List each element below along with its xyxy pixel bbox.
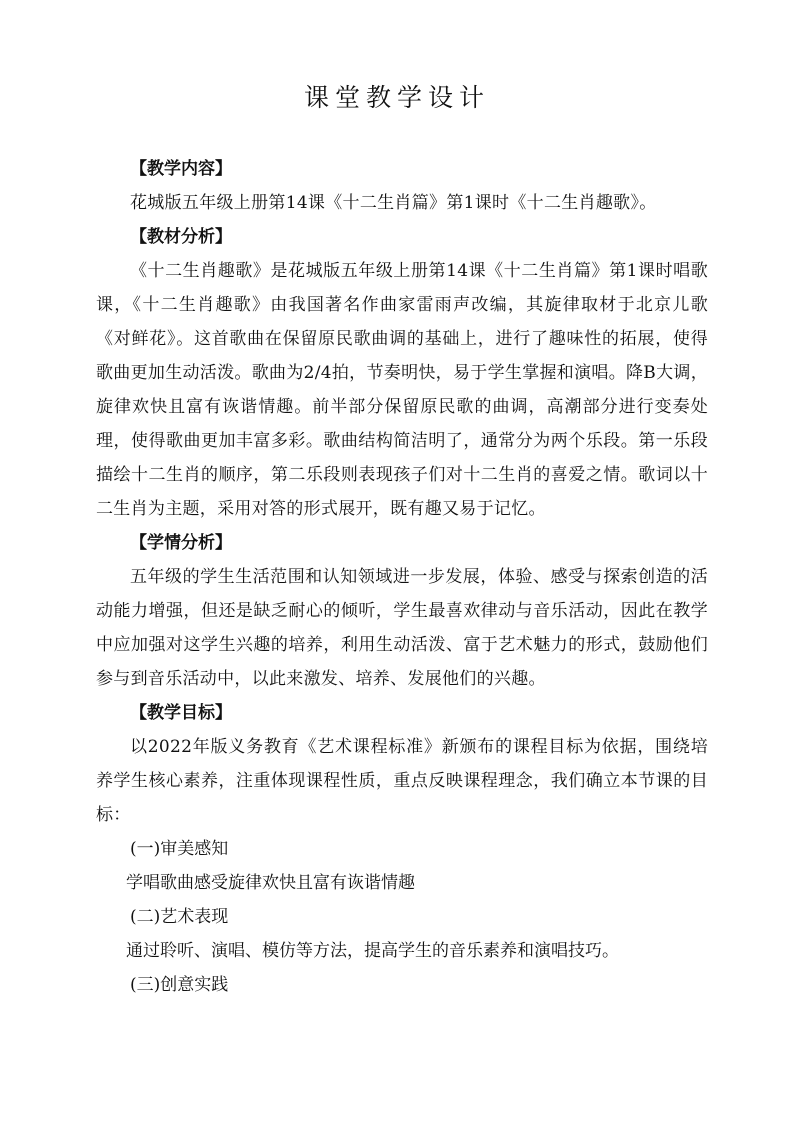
goal-item-label: (二)艺术表现 xyxy=(130,907,229,927)
material-analysis-text: 《十二生肖趣歌》是花城版五年级上册第14课《十二生肖篇》第1课时唱歌课，《十二生肖趣歌》由我国著名作曲家雷雨声改编，其旋律取材于北京儿歌《对鲜花》。这首歌曲在保留原民歌曲调的基础上，进行了趣味性的拓展，使得歌曲更加生动活泼。歌曲为2/4拍，节奏明快，易于学生掌握和演唱。降B大调，旋律欢快且富有诙谐情趣。前半部分保留原民歌的曲调，高潮部分进行变奏处理，使得歌曲更加丰富多彩。歌曲结构简洁明了，通常分为两个乐段。第一乐段描绘十二生肖的顺序，第二乐段则表现孩子们对十二生肖的喜爱之情。歌词以十二生肖为主题，采用对答的形式展开，既有趣又易于记忆。 xyxy=(96,261,708,519)
document-body xyxy=(96,152,708,1002)
learner-analysis-text: 五年级的学生生活范围和认知领域进一步发展，体验、感受与探索创造的活动能力增强，但还是缺乏耐心的倾听，学生最喜欢律动与音乐活动，因此在教学中应加强对这学生兴趣的培养，利用生动活泼、富于艺术魅力的形式，鼓励他们参与到音乐活动中，以此来激发、培养、发展他们的兴趣。 xyxy=(96,567,708,689)
teaching-content-text: 花城版五年级上册第14课《十二生肖篇》第1课时《十二生肖趣歌》。 xyxy=(130,193,657,213)
section-heading-teaching-goals: 【教学目标】 xyxy=(130,703,232,723)
section-heading-learner-analysis: 【学情分析】 xyxy=(130,533,232,553)
page-title: 课堂教学设计 xyxy=(303,83,490,112)
section-heading-teaching-content: 【教学内容】 xyxy=(130,159,232,179)
goal-item-text: 学唱歌曲感受旋律欢快且富有诙谐情趣 xyxy=(126,873,415,893)
goal-item-label: (一)审美感知 xyxy=(130,839,229,859)
section-heading-material-analysis: 【教材分析】 xyxy=(130,227,232,247)
goal-item-label: (三)创意实践 xyxy=(130,975,229,995)
teaching-goals-text: 以2022年版义务教育《艺术课程标准》新颁布的课程目标为依据，围绕培养学生核心素养，注重体现课程性质，重点反映课程理念，我们确立本节课的目标： xyxy=(96,737,708,825)
goal-item-text: 通过聆听、演唱、模仿等方法，提高学生的音乐素养和演唱技巧。 xyxy=(126,941,619,961)
